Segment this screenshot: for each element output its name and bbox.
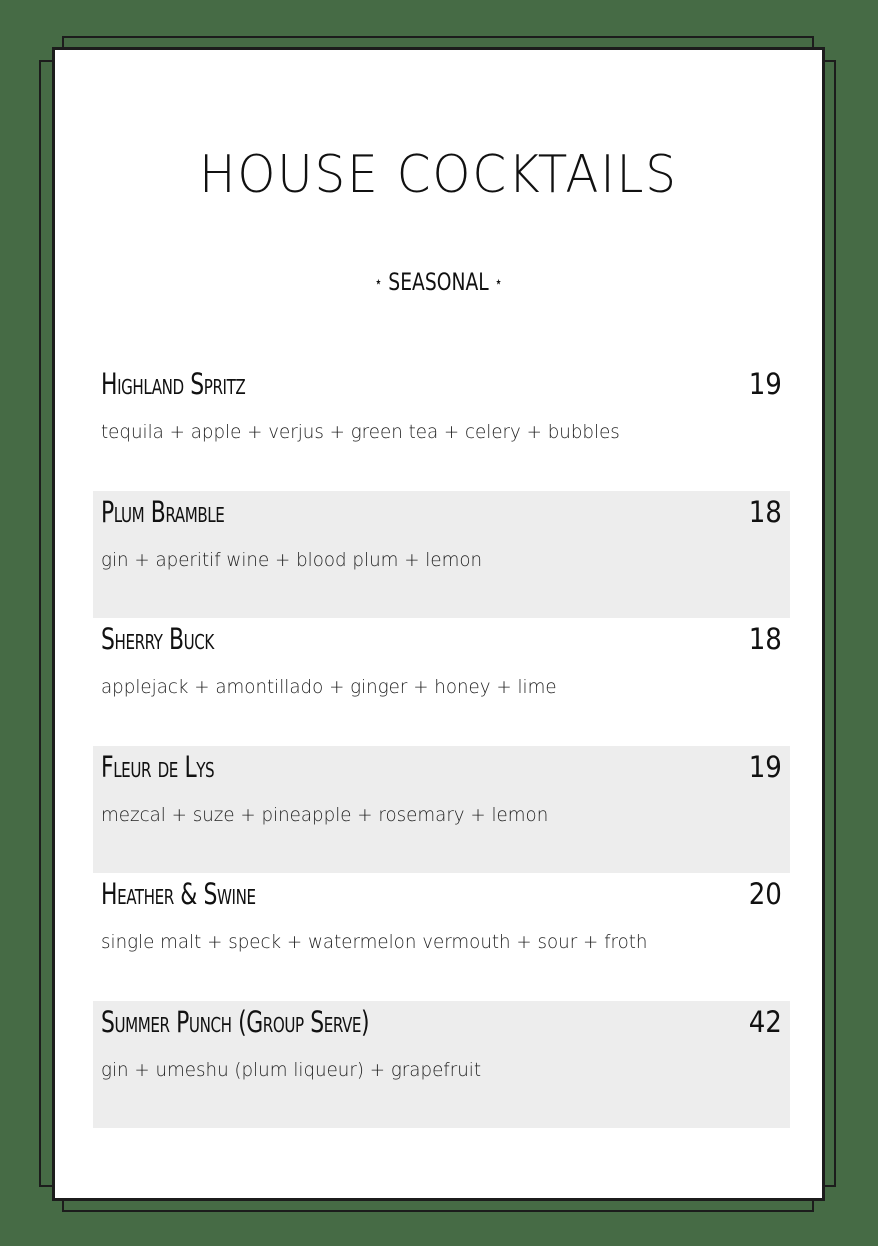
item-description: applejack + amontillado + ginger + honey + lime	[101, 676, 557, 698]
item-price: 18	[748, 622, 782, 656]
menu-card	[52, 47, 825, 1201]
menu-item	[93, 873, 790, 1001]
item-name: Highland Spritz	[101, 367, 246, 401]
item-price: 19	[748, 749, 782, 784]
cocktail-list	[93, 363, 790, 1128]
menu-item	[93, 491, 790, 619]
item-name: Heather & Swine	[101, 877, 256, 911]
item-description: mezcal + suze + pineapple + rosemary + lemon	[101, 803, 549, 826]
menu-item	[93, 363, 790, 491]
star-icon: ⋆	[494, 272, 503, 291]
item-description: gin + aperitif wine + blood plum + lemon	[101, 548, 483, 571]
item-description: tequila + apple + verjus + green tea + celery + bubbles	[101, 421, 620, 443]
item-price: 20	[748, 877, 782, 911]
menu-title: HOUSE COCKTAILS	[199, 145, 678, 205]
item-description: single malt + speck + watermelon vermouth + sour + froth	[101, 931, 648, 953]
star-icon: ⋆	[374, 272, 383, 291]
item-price: 19	[748, 367, 782, 401]
item-price: 42	[748, 1004, 782, 1039]
item-name: Sherry Buck	[101, 622, 214, 656]
section-heading	[139, 268, 737, 296]
menu-item	[93, 1001, 790, 1129]
item-name: Fleur de Lys	[101, 749, 215, 784]
menu-item	[93, 746, 790, 874]
item-price: 18	[748, 494, 782, 529]
section-label: SEASONAL	[388, 268, 489, 296]
menu-item	[93, 618, 790, 746]
item-description: gin + umeshu (plum liqueur) + grapefruit	[101, 1058, 481, 1081]
item-name: Summer Punch (Group Serve)	[101, 1004, 370, 1039]
item-name: Plum Bramble	[101, 494, 225, 529]
